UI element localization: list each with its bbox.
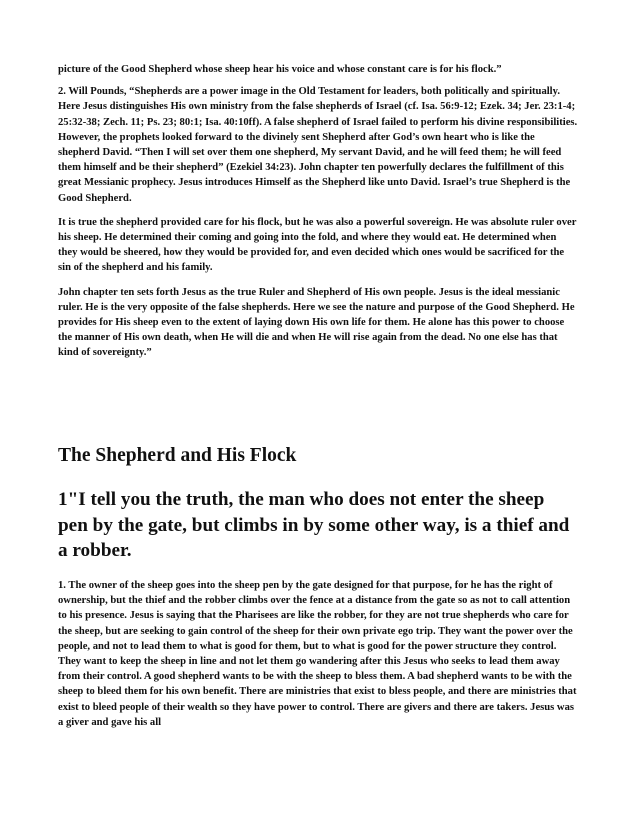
commentary-paragraph: 1. The owner of the sheep goes into the sheep pen by the gate designed for that purpose, for he has the right of ownership, but the thief and the robber climbs over the fence at a distance from the gate so as not to call attention to his presence. Jesus is saying that the Pharisees are like the robber, for they are not true shepherds who care for the sheep, but are seeking to gain control of the sheep for their own private ego trip. They want the power over the people, and not to lead them to what is good for them, but to what is good for the power structure they control. They want to keep the sheep in line and not let them go wandering after this Jesus who seeks to lead them away from their control. A good shepherd wants to be with the sheep to bless them. A bad shepherd wants to be with the sheep to bleed them for his own benefit. There are ministries that exist to bless people, and there are ministries that exist to bleed people of their wealth so they have power to control. There are givers and there are takers. Jesus was a giver and gave his all	[58, 580, 577, 728]
paragraph-will-pounds-note: 2. Will Pounds, “Shepherds are a power image in the Old Testament for leaders, both politically and spiritually. Here Jesus distinguishes His own ministry from the false shepherds of Israel (cf. Isa. 56:9-12; Ezek. 34; Jer. 23:1-4; 25:32-38; Zech. 11; Ps. 23; 80:1; Isa. 40:10ff). A false shepherd of Israel failed to perform his divine responsibilities. However, the prophets looked forward to the divinely sent Shepherd after God’s own heart who is like the shepherd David. “Then I will set over them one shepherd, My servant David, and he will feed them; he will feed them himself and be their shepherd” (Ezekiel 34:23). John chapter ten powerfully declares the fulfillment of this great Messianic prophecy. Jesus introduces Himself as the Shepherd like unto David. Israel’s true Shepherd is the Good Shepherd.	[58, 86, 578, 204]
paragraph-good-shepherd-quote-end: picture of the Good Shepherd whose sheep hear his voice and whose constant care is for his flock.”	[58, 64, 502, 75]
verse-text: 1"I tell you the truth, the man who does not enter the sheep pen by the gate, but climbs in by some other way, is a thief and a robber.	[58, 489, 570, 561]
document-page	[58, 62, 578, 728]
paragraph-john-chapter-ten: John chapter ten sets forth Jesus as the true Ruler and Shepherd of His own people. Jesus is the ideal messianic ruler. He is the very opposite of the false shepherds. Here we see the nature and purpose of the Good Shepherd. He provides for His sheep even to the extent of laying down His own life for them. He alone has this power to choose the manner of His own death, when He will die and when He will rise again from the dead. No one else has that kind of sovereignty.”	[58, 286, 575, 359]
section-title: The Shepherd and His Flock	[58, 445, 297, 466]
paragraph-shepherd-sovereign: It is true the shepherd provided care for his flock, but he was also a powerful sovereign. He was absolute ruler over his sheep. He determined their coming and going into the fold, and where they would eat. He determined when they would be sheered, how they would be provided for, and even decided which ones would be sacrificed for the sin of the shepherd and his family.	[58, 216, 577, 274]
